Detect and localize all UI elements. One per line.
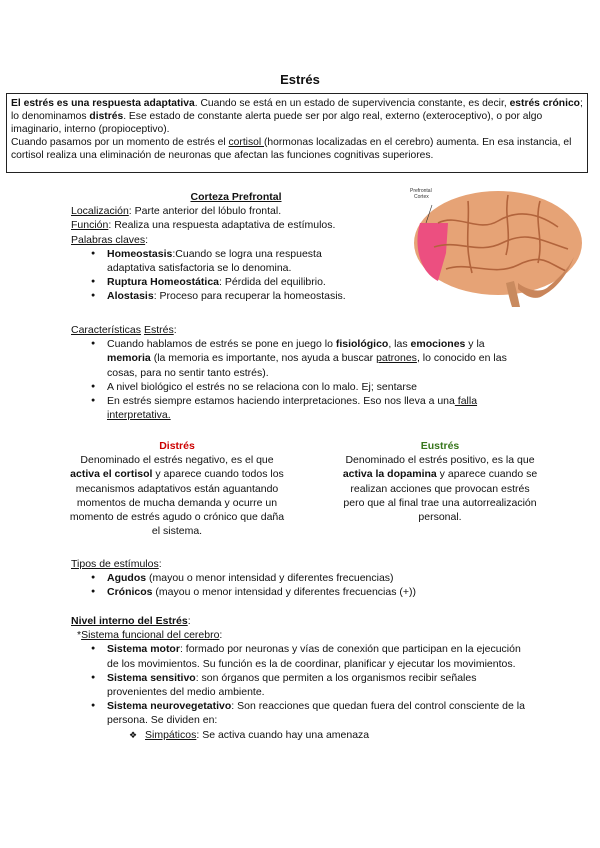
funcion-text: : Realiza una respuesta adaptativa de estímulos. — [108, 219, 336, 232]
definition: : son órganos que permiten a los organismos recibir señales provenientes del medio ambiente. — [107, 671, 477, 699]
page-title: Estrés — [280, 72, 320, 87]
intro-paragraph-2 — [11, 136, 583, 162]
definition: : Pérdida del equilibrio. — [219, 276, 326, 289]
nivel-heading — [71, 614, 531, 628]
falla-interpretativa-link[interactable]: falla interpretativa. — [107, 395, 478, 422]
eustres-column — [340, 439, 540, 524]
intro-paragraph-1 — [11, 97, 583, 136]
asterisk: * — [77, 629, 82, 642]
definition: : Son reacciones que quedan fuera del control consciente de la persona. Se dividen en: — [107, 700, 525, 727]
list-item — [71, 247, 371, 275]
text: y aparece cuando todos los mecanismos adaptativos están aguantando momentos de mucha demanda y ocurre un momento de estrés agudo o crónico que daña el sistema. — [69, 468, 285, 538]
list-item — [71, 337, 531, 380]
tipos-section — [71, 557, 531, 600]
text: Cuando hablamos de estrés se pone en juego lo — [107, 338, 336, 351]
list-item — [71, 585, 531, 599]
term: Sistema motor — [107, 643, 180, 656]
corteza-heading: Corteza Prefrontal — [190, 191, 282, 203]
term: Crónicos — [107, 586, 153, 599]
simpaticos-label: Simpáticos — [145, 728, 197, 741]
term: Sistema sensitivo — [107, 671, 196, 684]
sistema-funcional-label: Sistema funcional del cerebro — [81, 629, 220, 642]
text: Denominado el estrés positivo, es la que — [345, 454, 535, 467]
distres-column — [66, 439, 288, 538]
term: Sistema neurovegetativo — [107, 700, 232, 713]
sistemas-list — [71, 642, 531, 727]
nivel-title: Nivel interno del Estrés — [71, 615, 188, 627]
intro-box — [6, 93, 588, 173]
caracteristicas-heading — [71, 323, 531, 337]
list-item — [71, 380, 531, 394]
estres-label: Estrés — [143, 324, 174, 336]
bold-emociones: emociones — [410, 338, 466, 351]
colon: : — [158, 558, 162, 570]
patrones-link[interactable]: patrones — [376, 352, 417, 365]
term: Ruptura Homeostática — [107, 276, 220, 289]
nivel-section — [71, 614, 531, 742]
definition: : formado por neuronas y vías de conexión que participan en la ejecución de los movimientos. Su función es la de coordinar, planificar y ejecutar los movimientos. — [107, 643, 521, 670]
corteza-section — [71, 190, 391, 304]
funcion-label: Función — [71, 219, 109, 232]
list-item — [71, 275, 371, 289]
distres-text — [66, 453, 288, 538]
intro-text: . Cuando se está en un estado de supervivencia constante, es decir, — [194, 98, 510, 109]
prefrontal-label-line1: Prefrontal — [410, 188, 432, 194]
term: Homeostasis — [107, 247, 173, 260]
localizacion-line — [71, 204, 391, 218]
intro-text: (hormonas localizadas en el cerebro) aumenta. En esa instancia, el cortisol realiza una eliminación de neuronas que afectan las funciones cognitivas superiores. — [11, 137, 572, 161]
text: A nivel biológico el estrés no se relaciona con lo malo. Ej; sentarse — [107, 380, 417, 393]
colon: : — [173, 324, 177, 336]
definition: : Se activa cuando hay una amenaza — [196, 728, 370, 741]
bold-memoria: memoria — [107, 352, 151, 365]
list-item — [71, 571, 531, 585]
tipos-list — [71, 571, 531, 599]
caracteristicas-label: Características — [71, 324, 142, 336]
bold-activa-dopamina: activa la dopamina — [342, 468, 437, 481]
bold-fisiologico: fisiológico — [335, 338, 389, 351]
keywords-label: Palabras claves — [71, 233, 146, 246]
definition: (mayou o menor intensidad y diferentes frecuencias) — [146, 572, 394, 585]
funcion-line — [71, 218, 391, 232]
term: Alostasis — [107, 290, 154, 303]
localizacion-text: : Parte anterior del lóbulo frontal. — [128, 205, 282, 218]
tipos-heading — [71, 557, 531, 571]
prefrontal-label-line2: Cortex — [414, 194, 429, 200]
subsistemas-list — [127, 728, 531, 742]
cortisol-link[interactable]: cortisol — [228, 137, 264, 148]
definition: (mayou o menor intensidad y diferentes frecuencias (+)) — [152, 586, 417, 599]
text: , lo conocido en las cosas, para no sentir tanto estrés). — [107, 352, 507, 379]
list-item — [71, 671, 531, 699]
distres-title: Distrés — [159, 440, 195, 452]
definition: :Cuando se logra una respuesta adaptativa satisfactoria se lo denomina. — [107, 247, 322, 275]
colon: : — [219, 629, 223, 642]
text: y aparece cuando se realizan acciones que provocan estrés pero que al final trae una autorrealización personal. — [343, 468, 538, 524]
list-item — [127, 728, 531, 742]
intro-text: ; lo denominamos — [11, 98, 583, 122]
eustres-text — [340, 453, 540, 524]
intro-text: . Ese estado de constante alerta puede ser por algo real, externo (exteroceptivo), o por algo imaginario, interno (propioceptivo). — [11, 111, 543, 135]
colon: : — [187, 615, 191, 627]
term: Agudos — [107, 572, 147, 585]
list-item — [71, 394, 531, 422]
brain-illustration — [398, 183, 584, 307]
intro-text: Cuando pasamos por un momento de estrés el — [11, 137, 229, 148]
bold-activa-cortisol: activa el cortisol — [70, 468, 153, 481]
text: En estrés siempre estamos haciendo interpretaciones. Eso nos lleva a una — [107, 395, 455, 408]
caracteristicas-list — [71, 337, 531, 422]
keywords-colon: : — [145, 233, 149, 246]
keywords-line — [71, 233, 391, 247]
list-item — [71, 699, 531, 727]
text: , las — [388, 338, 411, 351]
localizacion-label: Localización — [71, 205, 129, 218]
text: y la — [465, 338, 485, 351]
tipos-label: Tipos de estímulos — [71, 558, 159, 570]
definition: : Proceso para recuperar la homeostasis. — [153, 290, 346, 303]
intro-bold-definition: El estrés es una respuesta adaptativa — [11, 98, 195, 109]
eustres-title: Eustrés — [420, 440, 460, 452]
keywords-list — [71, 247, 371, 304]
list-item — [71, 289, 371, 303]
intro-bold-distres: distrés — [89, 111, 124, 122]
text: (la memoria es importante, nos ayuda a buscar — [150, 352, 377, 365]
text: Denominado el estrés negativo, es el que — [80, 454, 274, 467]
intro-bold-chronic: estrés crónico — [509, 98, 580, 109]
list-item — [71, 642, 531, 670]
caracteristicas-section — [71, 323, 531, 422]
sistema-funcional-line — [71, 628, 531, 642]
